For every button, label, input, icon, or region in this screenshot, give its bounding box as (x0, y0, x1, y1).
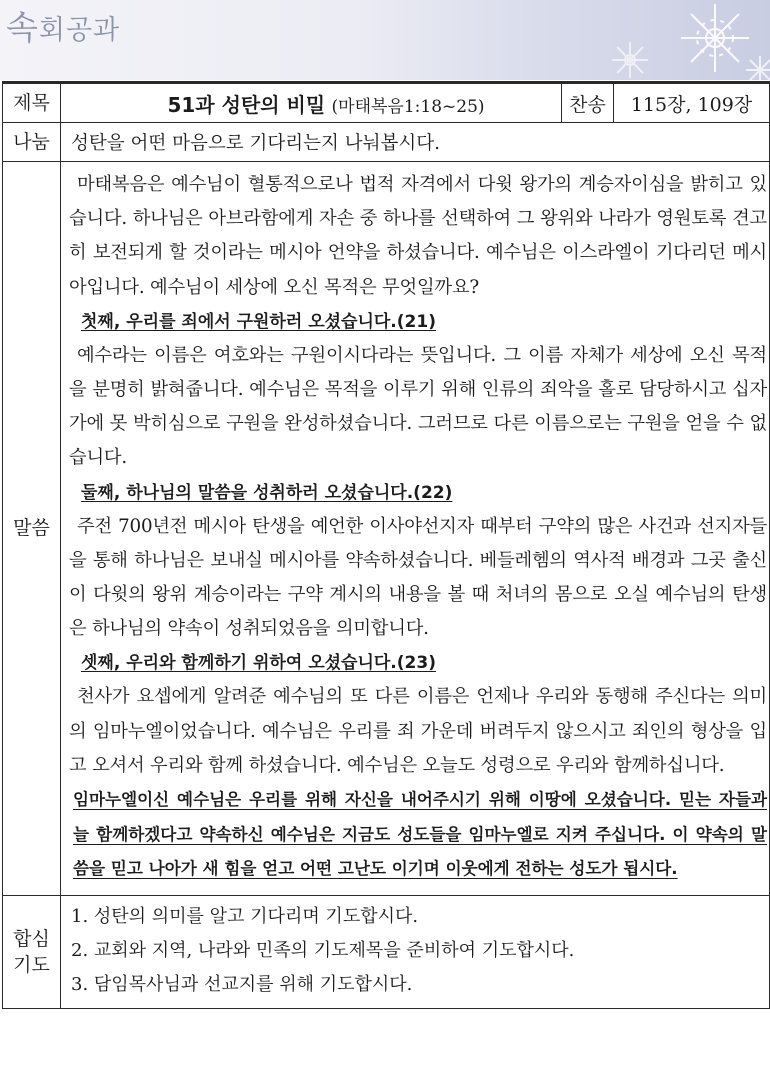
point-heading: 셋째, 우리와 함께하기 위하여 오셨습니다.(23) (81, 653, 436, 674)
prayer-row (3, 895, 770, 1008)
prayer-item: 1. 성탄의 의미를 알고 기다리며 기도합시다. (71, 905, 419, 927)
title-row (3, 83, 770, 123)
point-paragraph: 예수라는 이름은 여호와는 구원이시다라는 뜻입니다. 그 이름 자체가 세상에 오신 목적을 분명히 밝혀줍니다. 예수님은 목적을 이루기 위해 인류의 죄악을 홀로 담당하시고 십자가에 못 박히심으로 구원을 완성하셨습니다. 그러므로 다른 이름으로는 구원을 얻을 수 없습니다. (69, 344, 767, 469)
share-label: 나눔 (3, 123, 61, 162)
hymn-label: 찬송 (562, 83, 614, 123)
point-heading: 첫째, 우리를 죄에서 구원하러 오셨습니다.(21) (81, 311, 436, 332)
prayer-list (61, 895, 770, 1008)
title-label: 제목 (3, 83, 61, 123)
lesson-title: 51과 성탄의 비밀 (167, 92, 326, 117)
scripture-reference: (마태복음1:18~25) (331, 96, 485, 117)
closing-paragraph: 임마누엘이신 예수님은 우리를 위해 자신을 내어주시기 위해 이땅에 오셨습니다. 믿는 자들과 늘 함께하겠다고 약속하신 예수님은 지금도 성도들을 임마누엘로 지켜 주십니다. 이 약속의 말씀을 믿고 나아가 새 힘을 얻고 어떤 고난도 이기며 이웃에게 전하는 성도가 됩시다. (73, 790, 767, 879)
point-heading: 둘째, 하나님의 말씀을 성취하러 오셨습니다.(22) (81, 482, 453, 503)
point-paragraph: 천사가 요셉에게 알려준 예수님의 또 다른 이름은 언제나 우리와 동행해 주신다는 의미의 임마누엘이었습니다. 예수님은 우리를 죄 가운데 버려두지 않으시고 죄인의 형상을 입고 오셔서 우리와 함께 하셨습니다. 예수님은 오늘도 성령으로 우리와 함께하십니다. (69, 686, 767, 776)
snowflake-decoration-icon (510, 0, 770, 80)
lesson-title-cell (61, 83, 562, 123)
intro-paragraph: 마태복음은 예수님이 혈통적으로나 법적 자격에서 다윗 왕가의 계승자이심을 밝히고 있습니다. 하나님은 아브라함에게 자손 중 하나를 선택하여 그 왕위와 나라가 영원토록 견고히 보전되게 할 것이라는 메시아 언약을 하셨습니다. 예수님은 이스라엘이 기다리던 메시아입니다. 예수님이 세상에 오신 목적은 무엇일까요? (69, 174, 767, 298)
prayer-label (3, 895, 61, 1008)
prayer-label-line2: 기도 (13, 953, 50, 976)
banner-title-rest: 회공과 (38, 15, 121, 46)
lesson-sheet (2, 81, 770, 1009)
word-row (3, 162, 770, 896)
header-banner (0, 0, 770, 80)
prayer-item: 2. 교회와 지역, 나라와 민족의 기도제목을 준비하여 기도합시다. (71, 939, 575, 961)
banner-title (6, 2, 120, 49)
word-label: 말씀 (3, 162, 61, 896)
banner-title-first: 속 (6, 8, 39, 47)
share-text: 성탄을 어떤 마음으로 기다리는지 나눠봅시다. (61, 123, 770, 162)
word-body (61, 162, 770, 896)
point-paragraph: 주전 700년전 메시아 탄생을 예언한 이사야선지자 때부터 구약의 많은 사건과 선지자들을 통해 하나님은 보내실 메시아를 약속하셨습니다. 베들레헴의 역사적 배경과 그곳 출신이 다윗의 왕위 계승이라는 구약 계시의 내용을 볼 때 처녀의 몸으로 오실 예수님의 탄생은 하나님의 약속이 성취되었음을 의미합니다. (69, 515, 767, 640)
prayer-item: 3. 담임목사님과 선교지를 위해 기도합시다. (71, 973, 413, 995)
prayer-label-line1: 합심 (13, 927, 50, 950)
share-row (3, 123, 770, 162)
hymn-numbers: 115장, 109장 (614, 83, 770, 123)
